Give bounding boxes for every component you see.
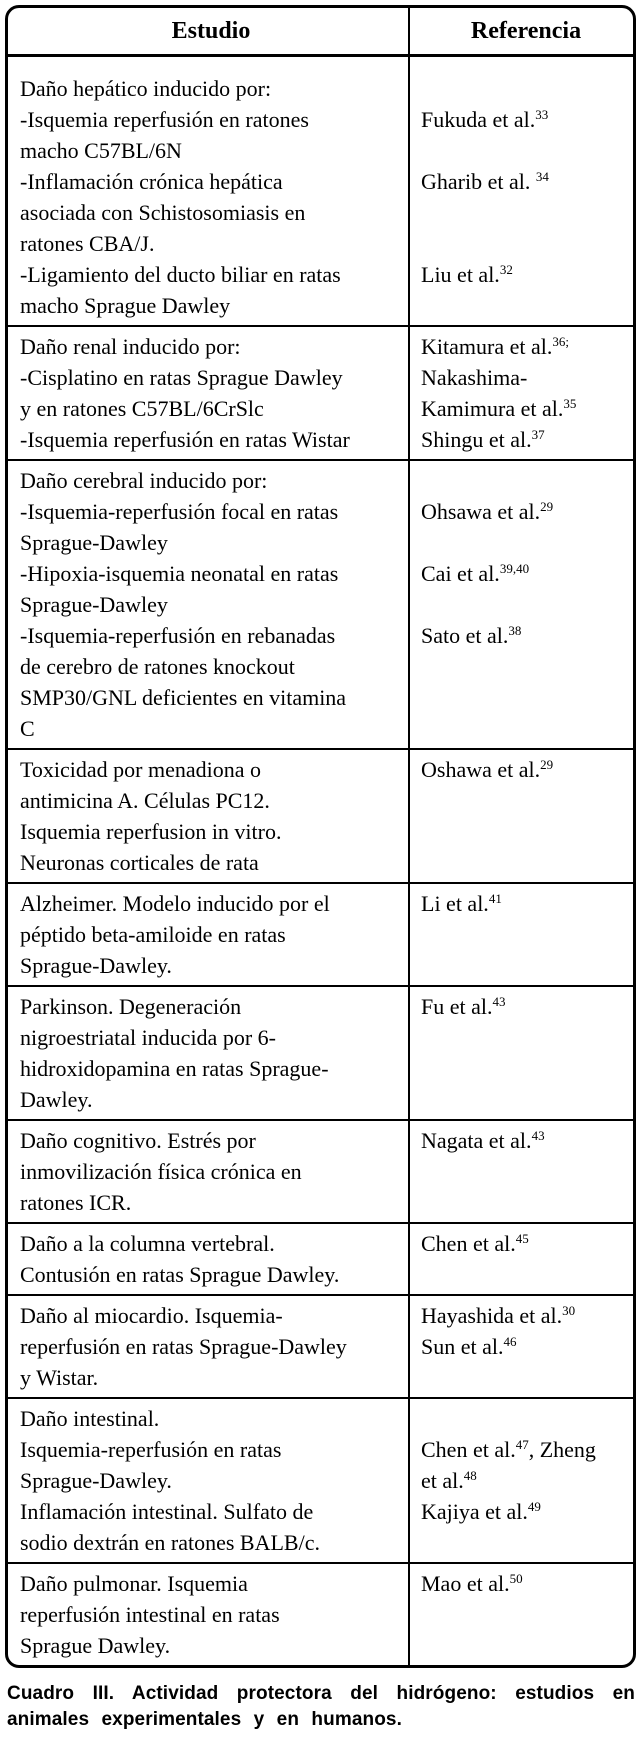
study-line: Isquemia reperfusion in vitro. (20, 819, 282, 844)
reference-superscript: 39,40 (499, 561, 530, 576)
study-line: -Isquemia-reperfusión en rebanadas (20, 623, 336, 648)
study-line: Contusión en ratas Sprague Dawley. (20, 1262, 340, 1287)
table-row (8, 1397, 633, 1562)
reference-text: Kamimura et al. (421, 396, 564, 421)
study-line: Daño renal inducido por: (20, 334, 241, 359)
reference-line (421, 465, 631, 496)
reference-text: Sato et al. (421, 623, 509, 648)
reference-cell (410, 987, 633, 1119)
study-line: Daño hepático inducido por: (20, 76, 272, 101)
reference-superscript: 43 (492, 994, 506, 1009)
reference-text: Mao et al. (421, 1571, 510, 1596)
study-line: SMP30/GNL deficientes en vitamina (20, 685, 347, 710)
study-line: ratones ICR. (20, 1190, 132, 1215)
reference-text: Fu et al. (421, 994, 493, 1019)
reference-line (421, 1496, 631, 1527)
table-row (8, 1222, 633, 1294)
study-line: asociada con Schistosomiasis en (20, 200, 306, 225)
reference-line (421, 1403, 631, 1434)
table-row (8, 1294, 633, 1397)
reference-superscript: 41 (488, 891, 502, 906)
reference-superscript: 38 (508, 623, 522, 638)
study-line: Toxicidad por menadiona o (20, 757, 262, 782)
reference-line (421, 1084, 631, 1115)
study-line: y en ratones C57BL/6CrSlc (20, 396, 264, 421)
table-row (8, 882, 633, 985)
reference-line (421, 589, 631, 620)
reference-cell (410, 750, 633, 882)
reference-text: Gharib et al. (421, 169, 536, 194)
study-line: Daño a la columna vertebral. (20, 1231, 275, 1256)
reference-line (421, 228, 631, 259)
study-line: Sprague-Dawley (20, 592, 168, 617)
reference-line (421, 1568, 631, 1599)
reference-line (421, 558, 631, 589)
study-line: Daño cerebral inducido por: (20, 468, 268, 493)
reference-line (421, 424, 631, 455)
study-cell (8, 57, 410, 325)
reference-text: Oshawa et al. (421, 757, 541, 782)
reference-line (421, 290, 631, 321)
reference-line (421, 1053, 631, 1084)
reference-line (421, 1259, 631, 1290)
study-line: -Cisplatino en ratas Sprague Dawley (20, 365, 343, 390)
reference-superscript: 50 (509, 1571, 523, 1586)
reference-text: Hayashida et al. (421, 1303, 563, 1328)
study-line: reperfusión intestinal en ratas (20, 1602, 280, 1627)
study-line: antimicina A. Células PC12. (20, 788, 270, 813)
study-line: Isquemia-reperfusión en ratas (20, 1437, 282, 1462)
study-line: Sprague-Dawley (20, 530, 168, 555)
reference-line (421, 135, 631, 166)
reference-text: Nagata et al. (421, 1128, 532, 1153)
table-row (8, 985, 633, 1119)
reference-text: Ohsawa et al. (421, 499, 541, 524)
table-header-row (8, 8, 633, 57)
reference-superscript: 33 (535, 107, 549, 122)
reference-line (421, 816, 631, 847)
reference-line (421, 651, 631, 682)
reference-line (421, 682, 631, 713)
study-line: Neuronas corticales de rata (20, 850, 259, 875)
reference-text: Liu et al. (421, 262, 500, 287)
reference-line (421, 1156, 631, 1187)
reference-text: Chen et al. (421, 1437, 516, 1462)
reference-cell (410, 327, 633, 459)
study-cell (8, 987, 410, 1119)
reference-superscript: 47 (515, 1437, 529, 1452)
reference-line (421, 1331, 631, 1362)
column-header-estudio-label: Estudio (171, 18, 251, 44)
reference-line (421, 1465, 631, 1496)
study-line: nigroestriatal inducida por 6- (20, 1025, 276, 1050)
reference-line (421, 362, 631, 393)
reference-text: Nakashima- (421, 365, 528, 390)
study-line: hidroxidopamina en ratas Sprague- (20, 1056, 329, 1081)
reference-line (421, 1599, 631, 1630)
reference-superscript: 45 (515, 1231, 529, 1246)
reference-line (421, 331, 631, 362)
reference-line (421, 1187, 631, 1218)
study-line: sodio dextrán en ratones BALB/c. (20, 1530, 320, 1555)
reference-cell (410, 1564, 633, 1665)
study-cell (8, 884, 410, 985)
reference-line (421, 527, 631, 558)
reference-text: Chen et al. (421, 1231, 516, 1256)
study-line: Sprague-Dawley. (20, 953, 172, 978)
study-cell (8, 1399, 410, 1562)
reference-text: Li et al. (421, 891, 489, 916)
study-line: Inflamación intestinal. Sulfato de (20, 1499, 314, 1524)
reference-line (421, 847, 631, 878)
study-cell (8, 1224, 410, 1294)
study-line: -Inflamación crónica hepática (20, 169, 283, 194)
reference-text: Fukuda et al. (421, 107, 536, 132)
reference-line (421, 259, 631, 290)
reference-text: Kajiya et al. (421, 1499, 528, 1524)
study-cell (8, 1296, 410, 1397)
reference-cell (410, 1296, 633, 1397)
study-line: -Isquemia reperfusión en ratas Wistar (20, 427, 350, 452)
study-cell (8, 461, 410, 748)
study-line: reperfusión en ratas Sprague-Dawley (20, 1334, 347, 1359)
reference-line (421, 888, 631, 919)
reference-text: et al. (421, 1468, 464, 1493)
reference-line (421, 950, 631, 981)
reference-superscript: 43 (531, 1128, 545, 1143)
reference-superscript: 30 (562, 1303, 576, 1318)
reference-line (421, 197, 631, 228)
column-header-referencia (410, 8, 633, 54)
reference-line (421, 496, 631, 527)
reference-text: Sun et al. (421, 1334, 504, 1359)
table-row (8, 459, 633, 748)
study-line: ratones CBA/J. (20, 231, 155, 256)
reference-line (421, 393, 631, 424)
study-line: péptido beta-amiloide en ratas (20, 922, 286, 947)
reference-line (421, 754, 631, 785)
reference-superscript: 37 (531, 427, 545, 442)
reference-superscript: 29 (540, 757, 554, 772)
reference-line (421, 104, 631, 135)
study-line: Daño cognitivo. Estrés por (20, 1128, 256, 1153)
reference-text: Shingu et al. (421, 427, 532, 452)
table-row (8, 325, 633, 459)
study-cell (8, 1564, 410, 1665)
reference-line (421, 785, 631, 816)
reference-line (421, 1228, 631, 1259)
caption-line: animales experimentales y en humanos. (7, 1709, 402, 1730)
study-line: macho Sprague Dawley (20, 293, 231, 318)
study-cell (8, 327, 410, 459)
study-line: macho C57BL/6N (20, 138, 182, 163)
reference-superscript: 34 (535, 169, 549, 184)
study-line: -Ligamiento del ducto biliar en ratas (20, 262, 341, 287)
study-line: Alzheimer. Modelo inducido por el (20, 891, 330, 916)
reference-cell (410, 57, 633, 325)
study-line: Sprague Dawley. (20, 1633, 171, 1658)
reference-cell (410, 1121, 633, 1222)
study-line: Daño al miocardio. Isquemia- (20, 1303, 283, 1328)
study-line: inmovilización física crónica en (20, 1159, 302, 1184)
study-line: de cerebro de ratones knockout (20, 654, 295, 679)
study-line: -Isquemia reperfusión en ratones (20, 107, 309, 132)
reference-superscript: 32 (499, 262, 513, 277)
table-row (8, 748, 633, 882)
column-header-referencia-label: Referencia (470, 18, 582, 44)
reference-cell (410, 884, 633, 985)
reference-line (421, 73, 631, 104)
column-header-estudio (8, 8, 410, 54)
reference-superscript: 36; (552, 334, 569, 349)
reference-line (421, 919, 631, 950)
reference-text: Cai et al. (421, 561, 500, 586)
study-line: Daño pulmonar. Isquemia (20, 1571, 248, 1596)
reference-line (421, 1434, 631, 1465)
reference-line (421, 1362, 631, 1393)
reference-line (421, 1022, 631, 1053)
reference-superscript: 49 (527, 1499, 541, 1514)
reference-text: Kitamura et al. (421, 334, 553, 359)
study-cell (8, 750, 410, 882)
reference-line (421, 166, 631, 197)
study-line: Parkinson. Degeneración (20, 994, 242, 1019)
study-line: y Wistar. (20, 1365, 99, 1390)
study-line: Daño intestinal. (20, 1406, 160, 1431)
reference-line (421, 1527, 631, 1558)
reference-cell (410, 1399, 633, 1562)
study-line: Dawley. (20, 1087, 93, 1112)
caption-line: Cuadro III. Actividad protectora del hidrógeno: estudios en (7, 1683, 635, 1704)
reference-text: , Zheng (528, 1437, 596, 1462)
reference-superscript: 48 (463, 1468, 477, 1483)
study-line: Sprague-Dawley. (20, 1468, 172, 1493)
study-line: -Hipoxia-isquemia neonatal en ratas (20, 561, 339, 586)
reference-line (421, 1300, 631, 1331)
reference-line (421, 1630, 631, 1661)
study-line: -Isquemia-reperfusión focal en ratas (20, 499, 339, 524)
reference-cell (410, 1224, 633, 1294)
reference-superscript: 35 (563, 396, 577, 411)
table-row (8, 1119, 633, 1222)
reference-superscript: 46 (503, 1334, 517, 1349)
reference-superscript: 29 (540, 499, 554, 514)
study-line: C (20, 716, 35, 741)
table-row (8, 1562, 633, 1665)
table-row (8, 57, 633, 325)
reference-line (421, 620, 631, 651)
reference-line (421, 713, 631, 744)
reference-cell (410, 461, 633, 748)
study-cell (8, 1121, 410, 1222)
reference-line (421, 1125, 631, 1156)
table-caption (7, 1681, 635, 1733)
reference-line (421, 991, 631, 1022)
studies-table (5, 5, 636, 1668)
